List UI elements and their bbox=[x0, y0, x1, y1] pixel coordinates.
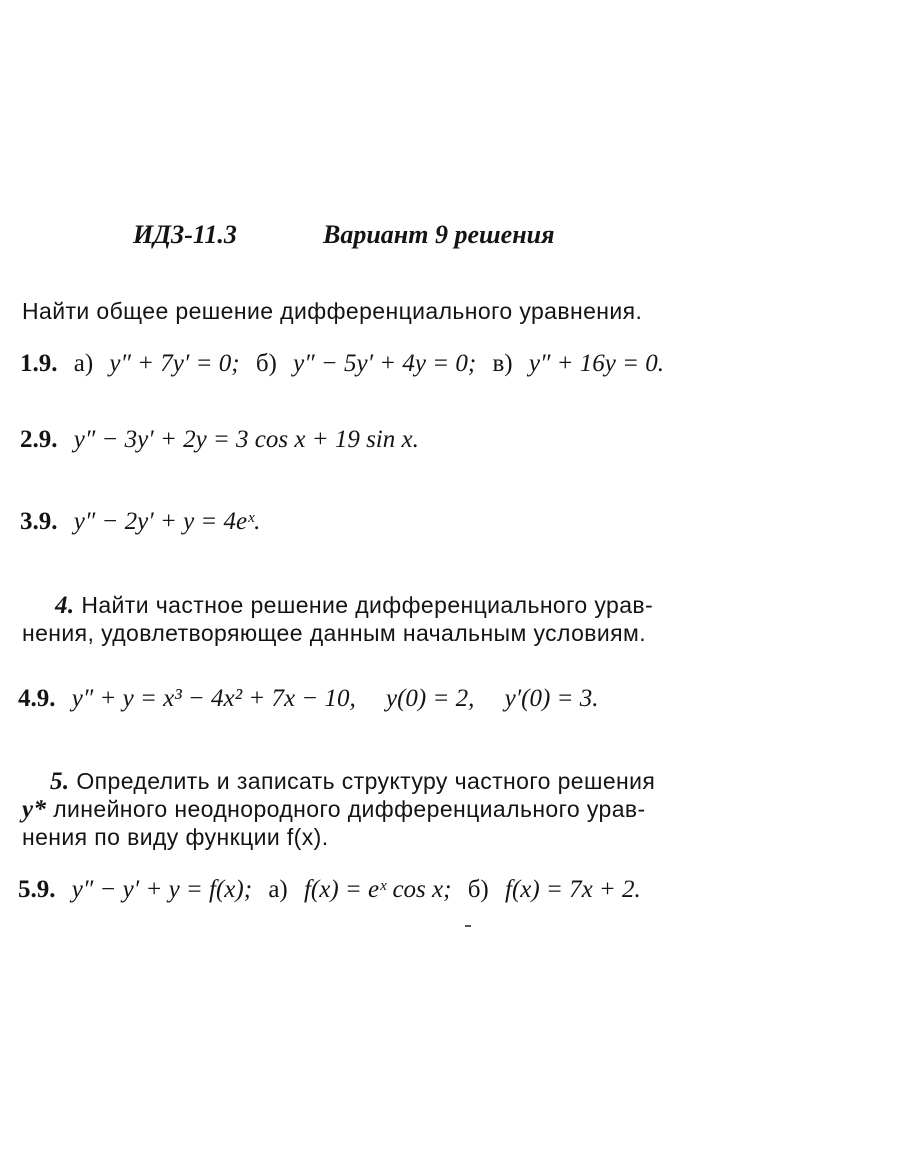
task2-line bbox=[20, 425, 419, 455]
task5-instruction-text1: Определить и записать структуру частного решения bbox=[76, 768, 656, 794]
variant-title: Вариант 9 решения bbox=[323, 220, 555, 249]
task4-instruction-line2: нения, удовлетворяющее данным начальным условиям. bbox=[22, 620, 647, 646]
task5-instruction-line1 bbox=[50, 766, 655, 797]
task2-number: 2.9. bbox=[20, 426, 58, 453]
task5-instruction-line2 bbox=[22, 794, 646, 825]
task1-part-c-label: в) bbox=[492, 350, 513, 377]
task5-instruction-text2: линейного неоднородного дифференциального урав- bbox=[53, 796, 646, 822]
task5-part-b-label: б) bbox=[467, 876, 489, 903]
task1-part-a-equation: y″ + 7y′ = 0; bbox=[109, 350, 240, 377]
task5-instruction-line3: нения по виду функции f(x). bbox=[22, 824, 329, 850]
task5-part-a-label: а) bbox=[268, 876, 288, 903]
task4-eq-number: 4.9. bbox=[18, 685, 56, 712]
task4-number: 4. bbox=[55, 592, 75, 619]
task4-equation-line bbox=[18, 684, 598, 714]
task4-condition2: y′(0) = 3. bbox=[504, 685, 599, 712]
task5-ystar: y* bbox=[22, 796, 47, 823]
task5-equation-line bbox=[18, 875, 641, 905]
task1-equations bbox=[20, 349, 664, 379]
task4-equation: y″ + y = x³ − 4x² + 7x − 10, bbox=[71, 685, 356, 712]
task1-instruction: Найти общее решение дифференциального уравнения. bbox=[22, 298, 643, 324]
document-header bbox=[133, 220, 733, 256]
task3-equation: y″ − 2y′ + y = 4eˣ. bbox=[73, 508, 261, 535]
assignment-code: ИДЗ-11.3 bbox=[133, 220, 237, 249]
task1-part-a-label: а) bbox=[73, 350, 94, 377]
task4-condition1: y(0) = 2, bbox=[385, 685, 475, 712]
task5-equation: y″ − y′ + y = f(x); bbox=[71, 876, 253, 903]
task3-line bbox=[20, 507, 260, 537]
task1-part-b-label: б) bbox=[255, 350, 277, 377]
task5-number: 5. bbox=[50, 768, 70, 795]
task5-eq-number: 5.9. bbox=[18, 876, 56, 903]
task2-equation: y″ − 3y′ + 2y = 3 cos x + 19 sin x. bbox=[73, 426, 419, 453]
scan-artifact bbox=[465, 925, 471, 927]
task1-number: 1.9. bbox=[20, 350, 58, 377]
task3-number: 3.9. bbox=[20, 508, 58, 535]
task4-instruction-text1: Найти частное решение дифференциального урав- bbox=[81, 592, 654, 618]
task4-instruction-line1 bbox=[55, 590, 653, 621]
task1-part-b-equation: y″ − 5y′ + 4y = 0; bbox=[293, 350, 477, 377]
task1-part-c-equation: y″ + 16y = 0. bbox=[528, 350, 664, 377]
task5-part-a-equation: f(x) = eˣ cos x; bbox=[303, 876, 452, 903]
task5-part-b-equation: f(x) = 7x + 2. bbox=[505, 876, 641, 903]
